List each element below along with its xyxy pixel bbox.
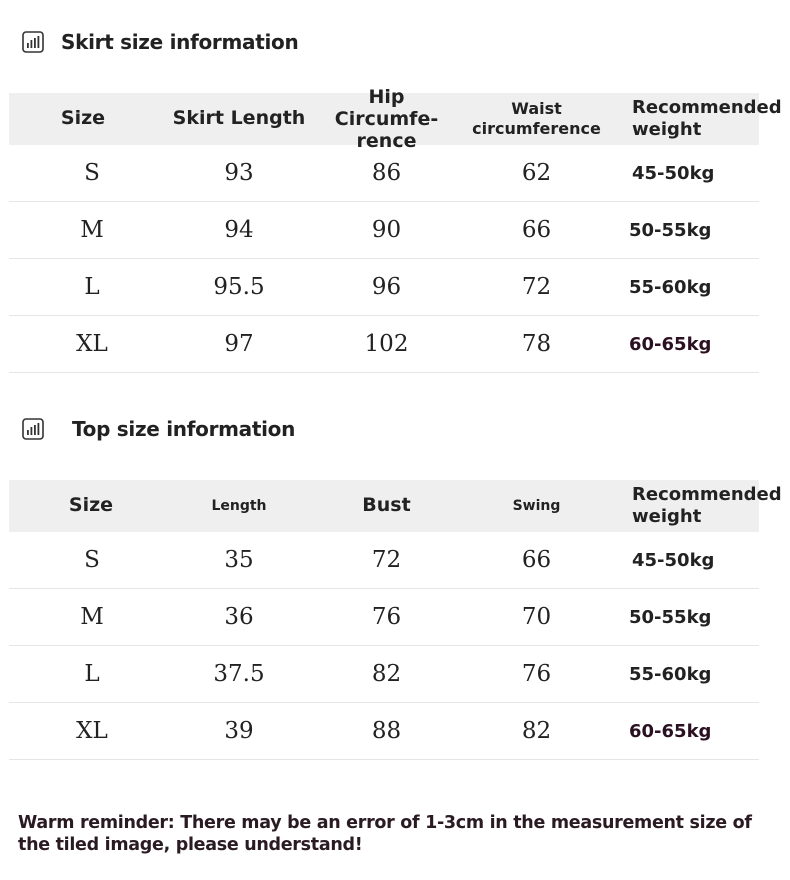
cell-weight: 55-60kg bbox=[629, 663, 712, 685]
table-row bbox=[9, 145, 759, 202]
table-row bbox=[9, 646, 759, 703]
header-hip-circumference: Hip Circumfe- rence bbox=[334, 86, 439, 152]
table-body bbox=[9, 145, 759, 373]
table-body bbox=[9, 532, 759, 760]
table-row bbox=[9, 532, 759, 589]
table-row bbox=[9, 589, 759, 646]
bar-chart-icon bbox=[22, 418, 44, 440]
cell-swing: 70 bbox=[521, 604, 552, 630]
cell-weight: 60-65kg bbox=[629, 720, 712, 742]
cell-length: 95.5 bbox=[213, 274, 265, 300]
cell-size: L bbox=[84, 661, 100, 687]
cell-length: 94 bbox=[224, 217, 254, 243]
section-title: Top size information bbox=[72, 417, 296, 441]
cell-length: 36 bbox=[224, 604, 254, 630]
cell-waist: 66 bbox=[521, 217, 552, 243]
header-length: Length bbox=[211, 497, 267, 514]
cell-swing: 76 bbox=[521, 661, 552, 687]
cell-waist: 78 bbox=[521, 331, 552, 357]
cell-bust: 82 bbox=[371, 661, 402, 687]
cell-waist: 62 bbox=[521, 160, 552, 186]
cell-bust: 88 bbox=[371, 718, 402, 744]
cell-hip: 96 bbox=[371, 274, 402, 300]
table-row bbox=[9, 259, 759, 316]
cell-size: XL bbox=[76, 331, 108, 357]
cell-length: 97 bbox=[224, 331, 254, 357]
cell-weight: 60-65kg bbox=[629, 333, 712, 355]
section-title: Skirt size information bbox=[61, 30, 299, 54]
cell-hip: 102 bbox=[364, 331, 409, 357]
bar-chart-icon bbox=[22, 31, 44, 53]
cell-length: 35 bbox=[224, 547, 254, 573]
table-header-row bbox=[9, 86, 782, 152]
cell-size: XL bbox=[76, 718, 108, 744]
cell-size: S bbox=[84, 160, 100, 186]
header-skirt-length: Skirt Length bbox=[172, 107, 306, 130]
warm-reminder-note: Warm reminder: There may be an error of 1-3cm in the measurement size of the tiled image, please understand! bbox=[18, 813, 752, 855]
cell-size: S bbox=[84, 547, 100, 573]
top-size-table bbox=[9, 480, 782, 760]
header-recommended-weight: Recommended weight bbox=[632, 484, 782, 527]
cell-size: M bbox=[80, 604, 104, 630]
header-recommended-weight: Recommended weight bbox=[632, 97, 782, 140]
cell-swing: 82 bbox=[521, 718, 552, 744]
header-size: Size bbox=[60, 107, 106, 130]
table-row bbox=[9, 703, 759, 760]
header-swing: Swing bbox=[512, 497, 561, 514]
cell-size: M bbox=[80, 217, 104, 243]
table-header-row bbox=[9, 480, 782, 532]
cell-waist: 72 bbox=[521, 274, 552, 300]
cell-bust: 72 bbox=[371, 547, 402, 573]
cell-size: L bbox=[84, 274, 100, 300]
cell-length: 93 bbox=[224, 160, 254, 186]
header-size: Size bbox=[68, 494, 114, 517]
cell-swing: 66 bbox=[521, 547, 552, 573]
cell-hip: 86 bbox=[371, 160, 402, 186]
header-bust: Bust bbox=[362, 494, 411, 517]
cell-length: 39 bbox=[224, 718, 254, 744]
cell-weight: 45-50kg bbox=[632, 162, 715, 184]
top-section-header bbox=[22, 417, 295, 441]
table-row bbox=[9, 202, 759, 259]
table-row bbox=[9, 316, 759, 373]
cell-hip: 90 bbox=[371, 217, 402, 243]
cell-weight: 50-55kg bbox=[629, 219, 712, 241]
header-waist-circumference: Waist circumference bbox=[472, 99, 601, 138]
cell-length: 37.5 bbox=[213, 661, 265, 687]
cell-bust: 76 bbox=[371, 604, 402, 630]
cell-weight: 45-50kg bbox=[632, 549, 715, 571]
skirt-size-table bbox=[9, 86, 782, 373]
skirt-section-header bbox=[22, 30, 298, 54]
cell-weight: 50-55kg bbox=[629, 606, 712, 628]
cell-weight: 55-60kg bbox=[629, 276, 712, 298]
